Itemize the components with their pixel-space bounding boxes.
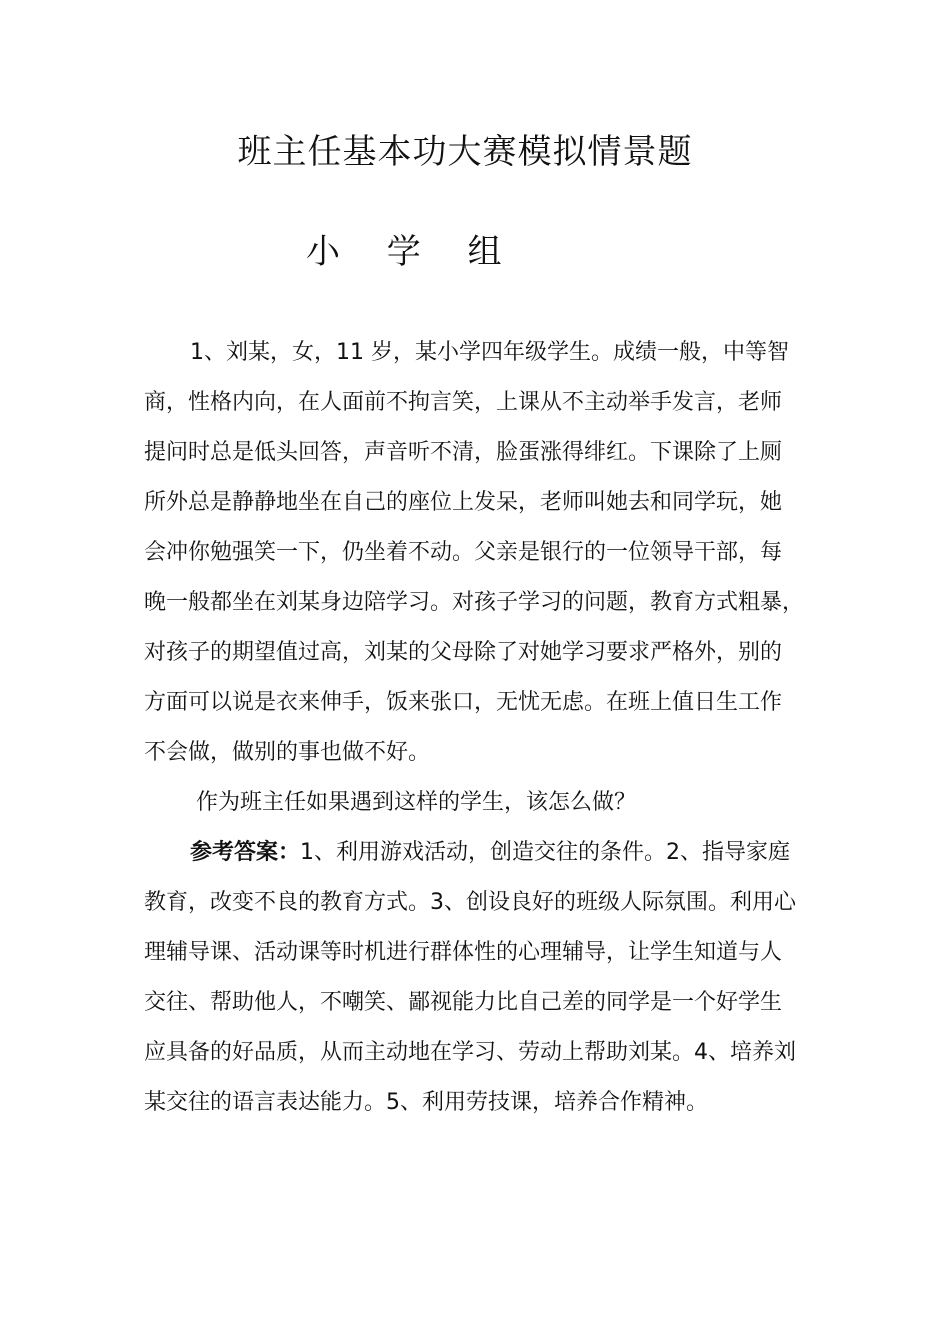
case-line: 所外总是静静地坐在自己的座位上发呆，老师叫她去和同学玩，她 (144, 490, 783, 515)
case-line: 晚一般都坐在刘某身边陪学习。对孩子学习的问题，教育方式粗暴， (144, 590, 805, 615)
case-line: 1、刘某，女，11 岁，某小学四年级学生。成绩一般，中等智 (190, 340, 789, 365)
document-body (144, 328, 812, 1128)
answer-label: 参考答案： (190, 840, 301, 865)
question-line: 作为班主任如果遇到这样的学生，该怎么做？ (196, 790, 637, 815)
answer-line: 某交往的语言表达能力。5、利用劳技课，培养合作精神。 (144, 1090, 708, 1115)
answer-text: 1、利用游戏活动，创造交往的条件。2、指导家庭 (300, 840, 791, 865)
case-line: 会冲你勉强笑一下，仍坐着不动。父亲是银行的一位领导干部，每 (144, 540, 783, 565)
answer-line: 交往、帮助他人，不嘲笑、鄙视能力比自己差的同学是一个好学生 (144, 990, 783, 1015)
answer-first-line (144, 828, 812, 878)
case-line: 对孩子的期望值过高，刘某的父母除了对她学习要求严格外，别的 (144, 640, 783, 665)
answer-line: 理辅导课、活动课等时机进行群体性的心理辅导，让学生知道与人 (144, 940, 783, 965)
case-line: 方面可以说是衣来伸手，饭来张口，无忧无虑。在班上值日生工作 (144, 690, 783, 715)
case-line: 不会做，做别的事也做不好。 (144, 740, 431, 765)
document-title: 班主任基本功大赛模拟情景题 (237, 132, 693, 172)
answer-line: 教育，改变不良的教育方式。3、创设良好的班级人际氛围。利用心 (144, 890, 796, 915)
case-line: 提问时总是低头回答，声音听不清，脸蛋涨得绯红。下课除了上厕 (144, 440, 783, 465)
document-subtitle: 小 学 组 (306, 232, 520, 272)
case-line: 商，性格内向，在人面前不拘言笑，上课从不主动举手发言，老师 (144, 390, 783, 415)
answer-line: 应具备的好品质，从而主动地在学习、劳动上帮助刘某。4、培养刘 (144, 1040, 796, 1065)
